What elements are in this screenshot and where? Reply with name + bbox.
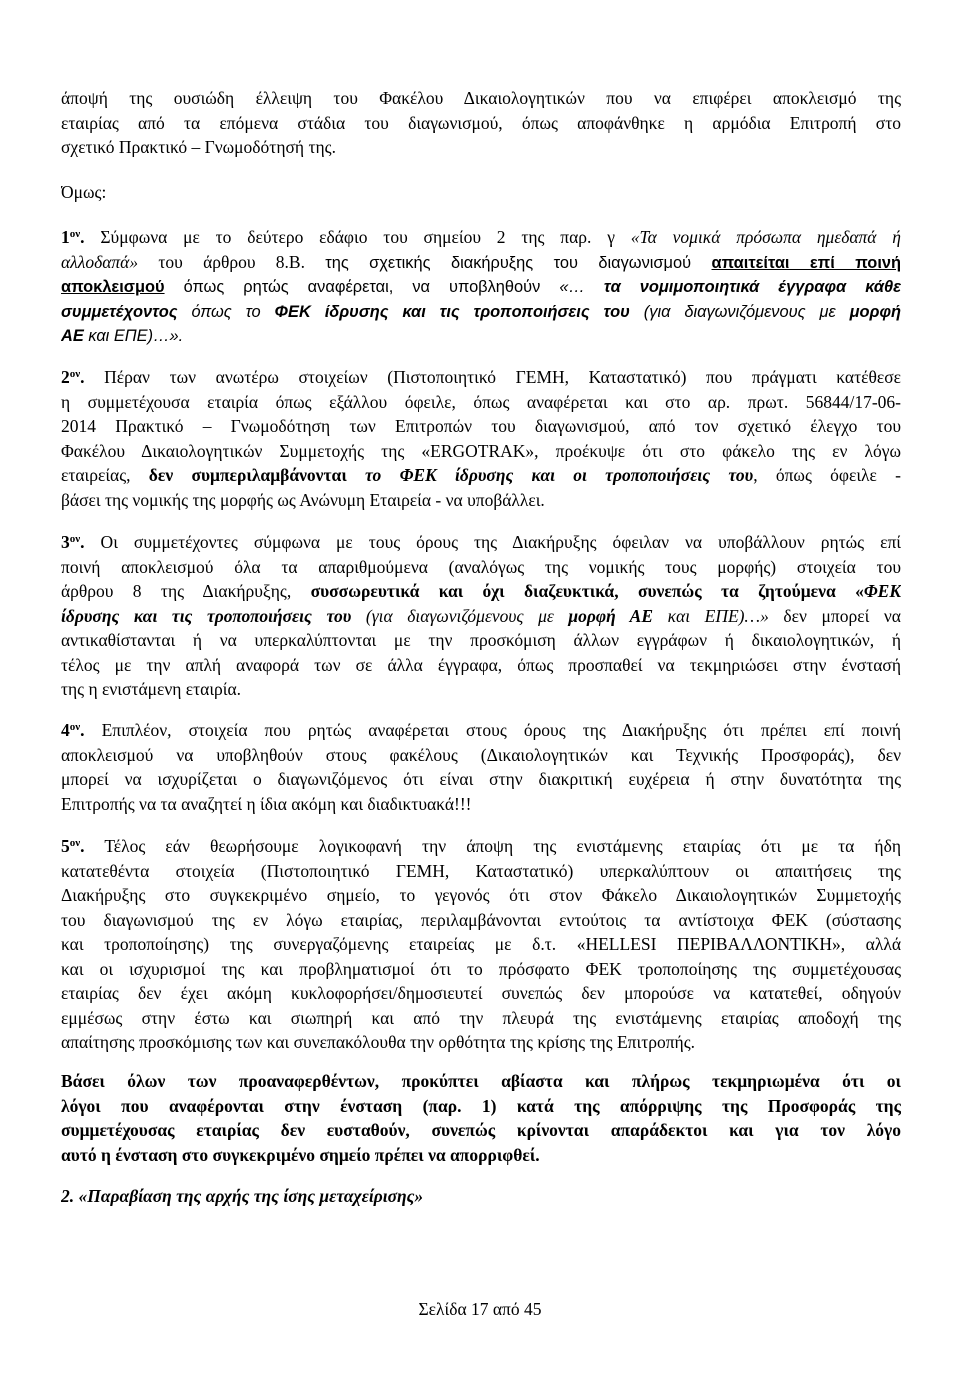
text-line — [61, 579, 901, 604]
point-dot: . — [80, 720, 85, 740]
text-line: και οι ισχυρισμοί της και προβληματισμοί ότι το πρόσφατο ΦΕΚ τροποποίησης της συμμετέχουσας — [61, 958, 901, 979]
text-line — [61, 323, 901, 348]
point-dot: . — [80, 532, 85, 552]
point-dot: . — [80, 227, 85, 247]
text-line — [61, 463, 901, 488]
text-run-italic: και ΕΠΕ)…». — [83, 327, 184, 345]
text-run: , όπως όφειλε - — [753, 465, 901, 485]
point-number: 5 — [61, 836, 70, 856]
text-run-italic: όπως το — [177, 302, 275, 321]
paragraph-point-5 — [61, 834, 901, 1055]
text-line: 2. «Παραβίαση της αρχής της ίσης μεταχείρισης» — [61, 1186, 424, 1206]
text-line — [61, 225, 901, 250]
point-ordinal: ον — [69, 721, 81, 733]
text-line: απαίτησης προσκόμισης των και συνεπακόλουθα την ορθότητα της κρίσης της Επιτροπής. — [61, 1032, 696, 1052]
text-run-bold-italic: συμμετέχοντος — [61, 302, 178, 321]
text-run-sans: της σχετικής διακήρυξης του διαγωνισμού — [325, 253, 712, 272]
text-line: του διαγωνισμού της εν λόγω εταιρίας, περιλαμβάνονται εντούτοις τα αντίστοιχα ΦΕΚ (σύστασης — [61, 909, 901, 930]
text-run-bold-italic: ίδρυσης και τις τροποποιήσεις του — [61, 605, 352, 626]
point-dot: . — [80, 367, 85, 387]
point-number: 2 — [61, 367, 70, 387]
text-line: άποψή της ουσιώδη έλλειψη του Φακέλου Δικαιολογητικών που να επιφέρει αποκλεισμό της — [61, 88, 901, 108]
text-line: αντικαθίστανται ή να υπερκαλύπτονται με την προσκόμιση άλλων εγγράφων ή δικαιολογητικών, ή — [61, 630, 901, 650]
text-line: αυτό η ένσταση στο συγκεκριμένο σημείο πρέπει να απορριφθεί. — [61, 1144, 540, 1165]
text-run-bold-underline: αποκλεισμού — [61, 278, 165, 296]
text-line: σχετικό Πρακτικό – Γνωμοδότησή της. — [61, 137, 336, 157]
text-run-bold-italic: τα νομιμοποιητικά έγγραφα κάθε — [603, 278, 901, 296]
text-line: κατατεθέντα στοιχεία (Πιστοποιητικό ΓΕΜΗ, Καταστατικό) υπερκαλύπτουν οι απαιτήσεις της — [61, 860, 901, 881]
text-run-bold-italic: μορφή ΑΕ — [568, 605, 654, 626]
text-run: άρθρου 8 της Διακήρυξης, — [61, 581, 311, 601]
text-run: Οι συμμετέχοντες σύμφωνα με τους όρους της Διακήρυξης όφειλαν να υποβάλλουν ρητώς επί — [84, 532, 901, 552]
point-number: 1 — [61, 227, 70, 247]
text-line — [61, 604, 901, 629]
paragraph-point-4 — [61, 718, 901, 816]
text-line: εταιρίας δεν έχει ακόμη κυκλοφορήσει/δημοσιευτεί συνεπώς δεν μπορούσε να κατατεθεί, οδηγούν — [61, 983, 901, 1003]
text-run-italic: (για διαγωνιζόμενους με — [351, 605, 569, 626]
paragraph-omos — [61, 180, 901, 205]
text-line — [61, 274, 901, 299]
paragraph-point-1 — [61, 225, 901, 348]
text-run-sans: όπως ρητώς αναφέρεται, να υποβληθούν — [164, 278, 560, 296]
point-ordinal: ον — [69, 837, 81, 849]
point-ordinal: ον — [69, 368, 81, 380]
text-run-italic: (για διαγωνιζόμενους με — [629, 302, 850, 321]
text-run: Σύμφωνα με το δεύτερο εδάφιο του σημείου 2 της παρ. γ — [84, 227, 631, 247]
point-ordinal: ον — [69, 533, 81, 545]
text-run-bold-italic: ΦΕΚ ίδρυσης και τις τροποποιήσεις του — [274, 302, 630, 321]
text-line: αποκλεισμού να υποβληθούν στους φακέλους (Δικαιολογητικών και Τεχνικής Προσφοράς), δεν — [61, 744, 901, 765]
section-heading — [61, 1184, 901, 1209]
text-line: Επιτροπής να τα αναζητεί η ίδια ακόμη και διαδικτυακά!!! — [61, 793, 472, 814]
text-line — [61, 530, 901, 555]
text-line — [61, 834, 901, 859]
text-run: του άρθρου 8.Β. — [138, 251, 326, 272]
text-run: Επιπλέον, στοιχεία που ρητώς αναφέρεται στους όρους της Διακήρυξης ότι πρέπει επί ποινή — [84, 720, 901, 740]
text-line: η συμμετέχουσα εταιρία όπως εξάλλου όφειλε, όπως αναφέρεται και στο αρ. πρωτ. 56844/17-06- — [61, 391, 901, 412]
text-run-bold-italic: το ΦΕΚ ίδρυσης και οι τροποποιήσεις του — [365, 465, 754, 485]
text-run-bold-underline: απαιτείται επί ποινή — [711, 253, 901, 272]
text-line: βάσει της νομικής της μορφής ως Ανώνυμη Εταιρεία - να υποβάλλει. — [61, 489, 545, 510]
paragraph-intro — [61, 86, 901, 160]
text-run-bold-italic: ΦΕΚ — [863, 581, 901, 601]
text-line: 2014 Πρακτικό – Γνωμοδότηση των Επιτροπών του διαγωνισμού, από τον σχετικό έλεγχο του — [61, 416, 901, 436]
text-line: συμμετέχουσας εταιρίας δεν ευσταθούν, συνεπώς κρίνονται απαράδεκτοι και για τον λόγο — [61, 1120, 901, 1140]
text-run: εταιρείας, — [61, 465, 149, 485]
text-run: Πέραν των ανωτέρω στοιχείων (Πιστοποιητικό ΓΕΜΗ, Καταστατικό) που πράγματι κατέθεσε — [84, 367, 901, 387]
point-ordinal: ον — [69, 228, 81, 240]
text-run-bold: δεν συμπεριλαμβάνονται — [148, 465, 366, 485]
paragraph-conclusion — [61, 1069, 901, 1167]
text-line — [61, 365, 901, 390]
text-line: Φακέλου Δικαιολογητικών Συμμετοχής της «ERGOTRAK», προέκυψε ότι στο φάκελο της εν λόγω — [61, 440, 901, 461]
point-number: 4 — [61, 720, 70, 740]
text-run-italic: «… — [559, 278, 604, 296]
page-number-footer: Σελίδα 17 από 45 — [418, 1299, 542, 1319]
text-run-italic: και ΕΠΕ)…» — [653, 605, 769, 626]
point-dot: . — [80, 836, 85, 856]
text-run: δεν μπορεί να — [768, 605, 901, 626]
text-line: Βάσει όλων των προαναφερθέντων, προκύπτει αβίαστα και πλήρως τεκμηριωμένα ότι οι — [61, 1071, 901, 1091]
text-run-italic: «Τα νομικά πρόσωπα ημεδαπά ή — [630, 227, 901, 247]
text-line: εταιρίας από τα επόμενα στάδια του διαγωνισμού, όπως αποφάνθηκε η αρμόδια Επιτροπή στο — [61, 112, 901, 133]
text-line: Όμως: — [61, 182, 107, 202]
text-line: μπορεί να ισχυρίζεται ο διαγωνιζόμενος ότι είναι στην διακριτική ευχέρεια ή στην δυνατότητα της — [61, 769, 901, 789]
text-line: της η ενιστάμενη εταιρία. — [61, 679, 242, 699]
paragraph-point-3 — [61, 530, 901, 702]
text-line: ποινή αποκλεισμού όλα τα απαριθμούμενα (αναλόγως της νομικής τους μορφής) στοιχεία του — [61, 556, 901, 577]
text-line — [61, 250, 901, 275]
text-line: και τροποποίησης) της συνεργαζόμενης εταιρείας με δ.τ. «HELLESI ΠΕΡΙΒΑΛΛΟΝΤΙΚΗ», αλλά — [61, 934, 901, 954]
text-line — [61, 718, 901, 743]
text-run-bold: συσσωρευτικά και όχι διαζευκτικά, συνεπώς τα ζητούμενα « — [310, 581, 864, 601]
text-line: Διακήρυξης στο συγκεκριμένο σημείο, το γεγονός ότι στον Φάκελο Δικαιολογητικών Συμμετοχής — [61, 885, 901, 905]
paragraph-point-2 — [61, 365, 901, 512]
text-run: Τέλος εάν θεωρήσουμε λογικοφανή την άποψη της ενιστάμενης εταιρίας ότι με τα ήδη — [84, 836, 901, 856]
text-line: τέλος με την απλή αναφορά των σε άλλα έγγραφα, όπως προσπαθεί να τεκμηριώσει στην ένστασή — [61, 654, 901, 675]
text-run-bold-italic: ΑΕ — [61, 327, 84, 345]
text-line: εμμέσως στην έστω και σιωπηρή και από την πλευρά της ενιστάμενης εταιρίας αποδοχή της — [61, 1007, 901, 1028]
text-line — [61, 299, 901, 324]
text-run-italic: αλλοδαπά» — [61, 251, 139, 272]
point-number: 3 — [61, 532, 70, 552]
text-line: λόγοι που αναφέρονται στην ένσταση (παρ. 1) κατά της απόρριψης της Προσφοράς της — [61, 1095, 901, 1116]
text-run-bold-italic: μορφή — [849, 302, 901, 321]
